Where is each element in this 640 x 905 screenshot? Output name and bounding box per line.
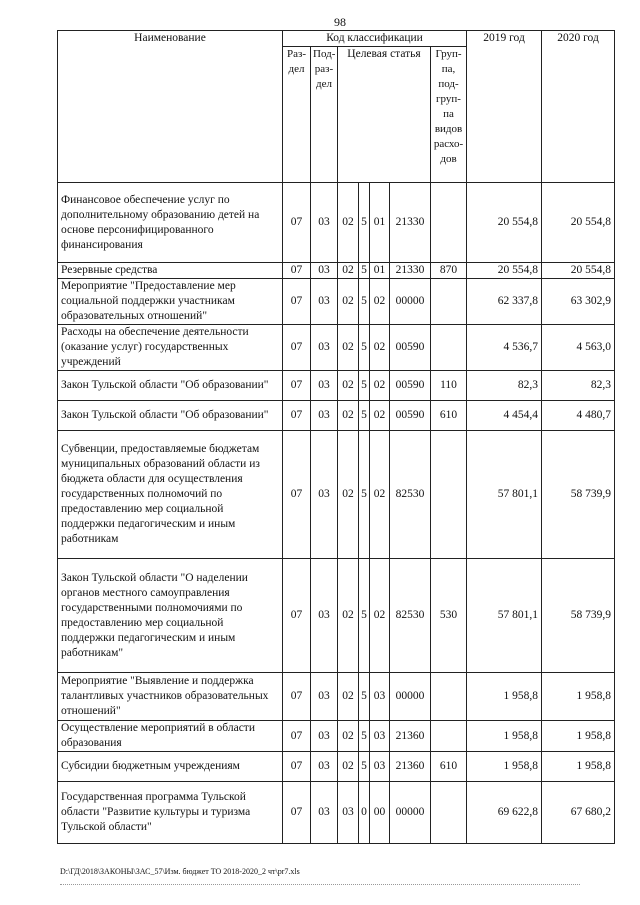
row-amount-2019: 1 958,8 [467, 721, 542, 752]
row-cs-program: 02 [338, 721, 359, 752]
row-podrazdel: 03 [311, 752, 338, 782]
row-cs-element: 02 [370, 325, 390, 371]
row-razdel: 07 [283, 782, 311, 844]
row-amount-2020: 67 680,2 [542, 782, 615, 844]
row-name: Финансовое обеспечение услуг по дополнительному образованию детей на основе персонифицированного финансирования [58, 183, 283, 263]
row-amount-2020: 4 563,0 [542, 325, 615, 371]
row-expense-group [431, 279, 467, 325]
row-cs-program: 02 [338, 401, 359, 431]
row-podrazdel: 03 [311, 263, 338, 279]
row-cs-program: 02 [338, 431, 359, 559]
row-expense-group [431, 673, 467, 721]
header-subsection: Под-раз-дел [311, 47, 338, 183]
row-cs-element: 01 [370, 263, 390, 279]
row-cs-type: 5 [359, 263, 370, 279]
row-amount-2020: 63 302,9 [542, 279, 615, 325]
row-amount-2019: 4 536,7 [467, 325, 542, 371]
row-amount-2019: 57 801,1 [467, 559, 542, 673]
table-row [58, 183, 615, 263]
row-razdel: 07 [283, 325, 311, 371]
table-row [58, 263, 615, 279]
row-amount-2019: 4 454,4 [467, 401, 542, 431]
row-cs-direction: 82530 [390, 559, 431, 673]
row-expense-group [431, 721, 467, 752]
row-name: Закон Тульской области "Об образовании" [58, 401, 283, 431]
row-amount-2020: 58 739,9 [542, 431, 615, 559]
row-cs-program: 02 [338, 279, 359, 325]
header-year-2019: 2019 год [467, 31, 542, 183]
row-podrazdel: 03 [311, 431, 338, 559]
budget-table [57, 30, 615, 844]
table-row [58, 782, 615, 844]
row-cs-program: 02 [338, 673, 359, 721]
row-expense-group: 870 [431, 263, 467, 279]
row-cs-program: 02 [338, 752, 359, 782]
row-cs-direction: 00000 [390, 673, 431, 721]
table-row [58, 559, 615, 673]
row-expense-group: 610 [431, 401, 467, 431]
row-amount-2020: 20 554,8 [542, 183, 615, 263]
row-name: Резервные средства [58, 263, 283, 279]
row-name: Государственная программа Тульской области "Развитие культуры и туризма Тульской области" [58, 782, 283, 844]
row-podrazdel: 03 [311, 559, 338, 673]
row-cs-program: 02 [338, 183, 359, 263]
header-section: Раз-дел [283, 47, 311, 183]
row-amount-2019: 1 958,8 [467, 752, 542, 782]
row-amount-2020: 4 480,7 [542, 401, 615, 431]
row-cs-type: 5 [359, 752, 370, 782]
row-razdel: 07 [283, 279, 311, 325]
row-cs-type: 5 [359, 371, 370, 401]
table-row [58, 279, 615, 325]
row-cs-program: 02 [338, 559, 359, 673]
row-cs-type: 5 [359, 431, 370, 559]
row-expense-group: 110 [431, 371, 467, 401]
row-cs-element: 02 [370, 401, 390, 431]
row-expense-group [431, 325, 467, 371]
header-name: Наименование [58, 31, 283, 183]
row-cs-element: 03 [370, 673, 390, 721]
row-razdel: 07 [283, 673, 311, 721]
header-expense-group: Груп-па, под-груп-па видов расхо-дов [431, 47, 467, 183]
row-cs-element: 02 [370, 279, 390, 325]
row-cs-program: 02 [338, 263, 359, 279]
row-podrazdel: 03 [311, 782, 338, 844]
row-cs-direction: 00000 [390, 279, 431, 325]
row-razdel: 07 [283, 431, 311, 559]
row-cs-type: 5 [359, 325, 370, 371]
row-razdel: 07 [283, 263, 311, 279]
row-expense-group [431, 183, 467, 263]
row-cs-element: 02 [370, 371, 390, 401]
row-cs-type: 5 [359, 279, 370, 325]
row-podrazdel: 03 [311, 673, 338, 721]
row-cs-direction: 00590 [390, 325, 431, 371]
row-podrazdel: 03 [311, 721, 338, 752]
row-name: Осуществление мероприятий в области образования [58, 721, 283, 752]
table-row [58, 325, 615, 371]
row-razdel: 07 [283, 401, 311, 431]
table-row [58, 401, 615, 431]
table-row [58, 752, 615, 782]
row-amount-2019: 20 554,8 [467, 183, 542, 263]
row-podrazdel: 03 [311, 371, 338, 401]
row-amount-2019: 69 622,8 [467, 782, 542, 844]
row-cs-direction: 82530 [390, 431, 431, 559]
row-podrazdel: 03 [311, 279, 338, 325]
row-amount-2020: 1 958,8 [542, 721, 615, 752]
row-cs-type: 5 [359, 183, 370, 263]
footer-divider [60, 884, 580, 886]
row-cs-type: 5 [359, 401, 370, 431]
row-name: Закон Тульской области "О наделении органов местного самоуправления государственными полномочиями по предоставлению мер социальной поддержки педагогическим и иным работникам" [58, 559, 283, 673]
row-expense-group [431, 431, 467, 559]
page-number: 98 [334, 15, 346, 29]
row-amount-2019: 82,3 [467, 371, 542, 401]
row-amount-2020: 58 739,9 [542, 559, 615, 673]
table-row [58, 371, 615, 401]
row-cs-program: 02 [338, 371, 359, 401]
row-cs-direction: 00590 [390, 371, 431, 401]
row-amount-2019: 62 337,8 [467, 279, 542, 325]
row-amount-2020: 1 958,8 [542, 752, 615, 782]
row-expense-group [431, 782, 467, 844]
row-name: Мероприятие "Выявление и поддержка талантливых участников образовательных отношений" [58, 673, 283, 721]
row-podrazdel: 03 [311, 325, 338, 371]
row-razdel: 07 [283, 752, 311, 782]
table-row [58, 431, 615, 559]
row-podrazdel: 03 [311, 183, 338, 263]
table-row [58, 673, 615, 721]
row-name: Закон Тульской области "Об образовании" [58, 371, 283, 401]
row-cs-program: 03 [338, 782, 359, 844]
row-expense-group: 530 [431, 559, 467, 673]
row-razdel: 07 [283, 721, 311, 752]
row-razdel: 07 [283, 559, 311, 673]
row-cs-type: 5 [359, 559, 370, 673]
row-amount-2019: 1 958,8 [467, 673, 542, 721]
header-code-classification: Код классификации [283, 31, 467, 47]
row-cs-direction: 21330 [390, 263, 431, 279]
row-cs-element: 02 [370, 559, 390, 673]
row-cs-direction: 00590 [390, 401, 431, 431]
row-cs-type: 5 [359, 673, 370, 721]
row-cs-direction: 21360 [390, 752, 431, 782]
row-name: Мероприятие "Предоставление мер социальной поддержки участникам образовательных отношений" [58, 279, 283, 325]
row-cs-element: 01 [370, 183, 390, 263]
row-name: Расходы на обеспечение деятельности (оказание услуг) государственных учреждений [58, 325, 283, 371]
row-expense-group: 610 [431, 752, 467, 782]
header-target-article: Целевая статья [338, 47, 431, 183]
row-razdel: 07 [283, 183, 311, 263]
row-cs-direction: 21360 [390, 721, 431, 752]
row-cs-element: 03 [370, 752, 390, 782]
row-cs-direction: 00000 [390, 782, 431, 844]
row-cs-element: 02 [370, 431, 390, 559]
table-row [58, 721, 615, 752]
row-cs-element: 03 [370, 721, 390, 752]
row-amount-2019: 20 554,8 [467, 263, 542, 279]
row-amount-2020: 82,3 [542, 371, 615, 401]
row-amount-2019: 57 801,1 [467, 431, 542, 559]
row-razdel: 07 [283, 371, 311, 401]
row-amount-2020: 20 554,8 [542, 263, 615, 279]
row-cs-element: 00 [370, 782, 390, 844]
row-cs-type: 0 [359, 782, 370, 844]
row-cs-type: 5 [359, 721, 370, 752]
row-amount-2020: 1 958,8 [542, 673, 615, 721]
footer-file-path: D:\ГД\2018\ЗАКОНЫ\ЗАС_57\Изм. бюджет ТО 2018-2020_2 чт\pr7.xls [60, 867, 300, 876]
row-cs-program: 02 [338, 325, 359, 371]
row-podrazdel: 03 [311, 401, 338, 431]
row-cs-direction: 21330 [390, 183, 431, 263]
row-name: Субсидии бюджетным учреждениям [58, 752, 283, 782]
header-year-2020: 2020 год [542, 31, 615, 183]
row-name: Субвенции, предоставляемые бюджетам муниципальных образований области из бюджета области для осуществления государственных полномочий по предоставлению мер социальной поддержки педагогическим и иным работникам [58, 431, 283, 559]
